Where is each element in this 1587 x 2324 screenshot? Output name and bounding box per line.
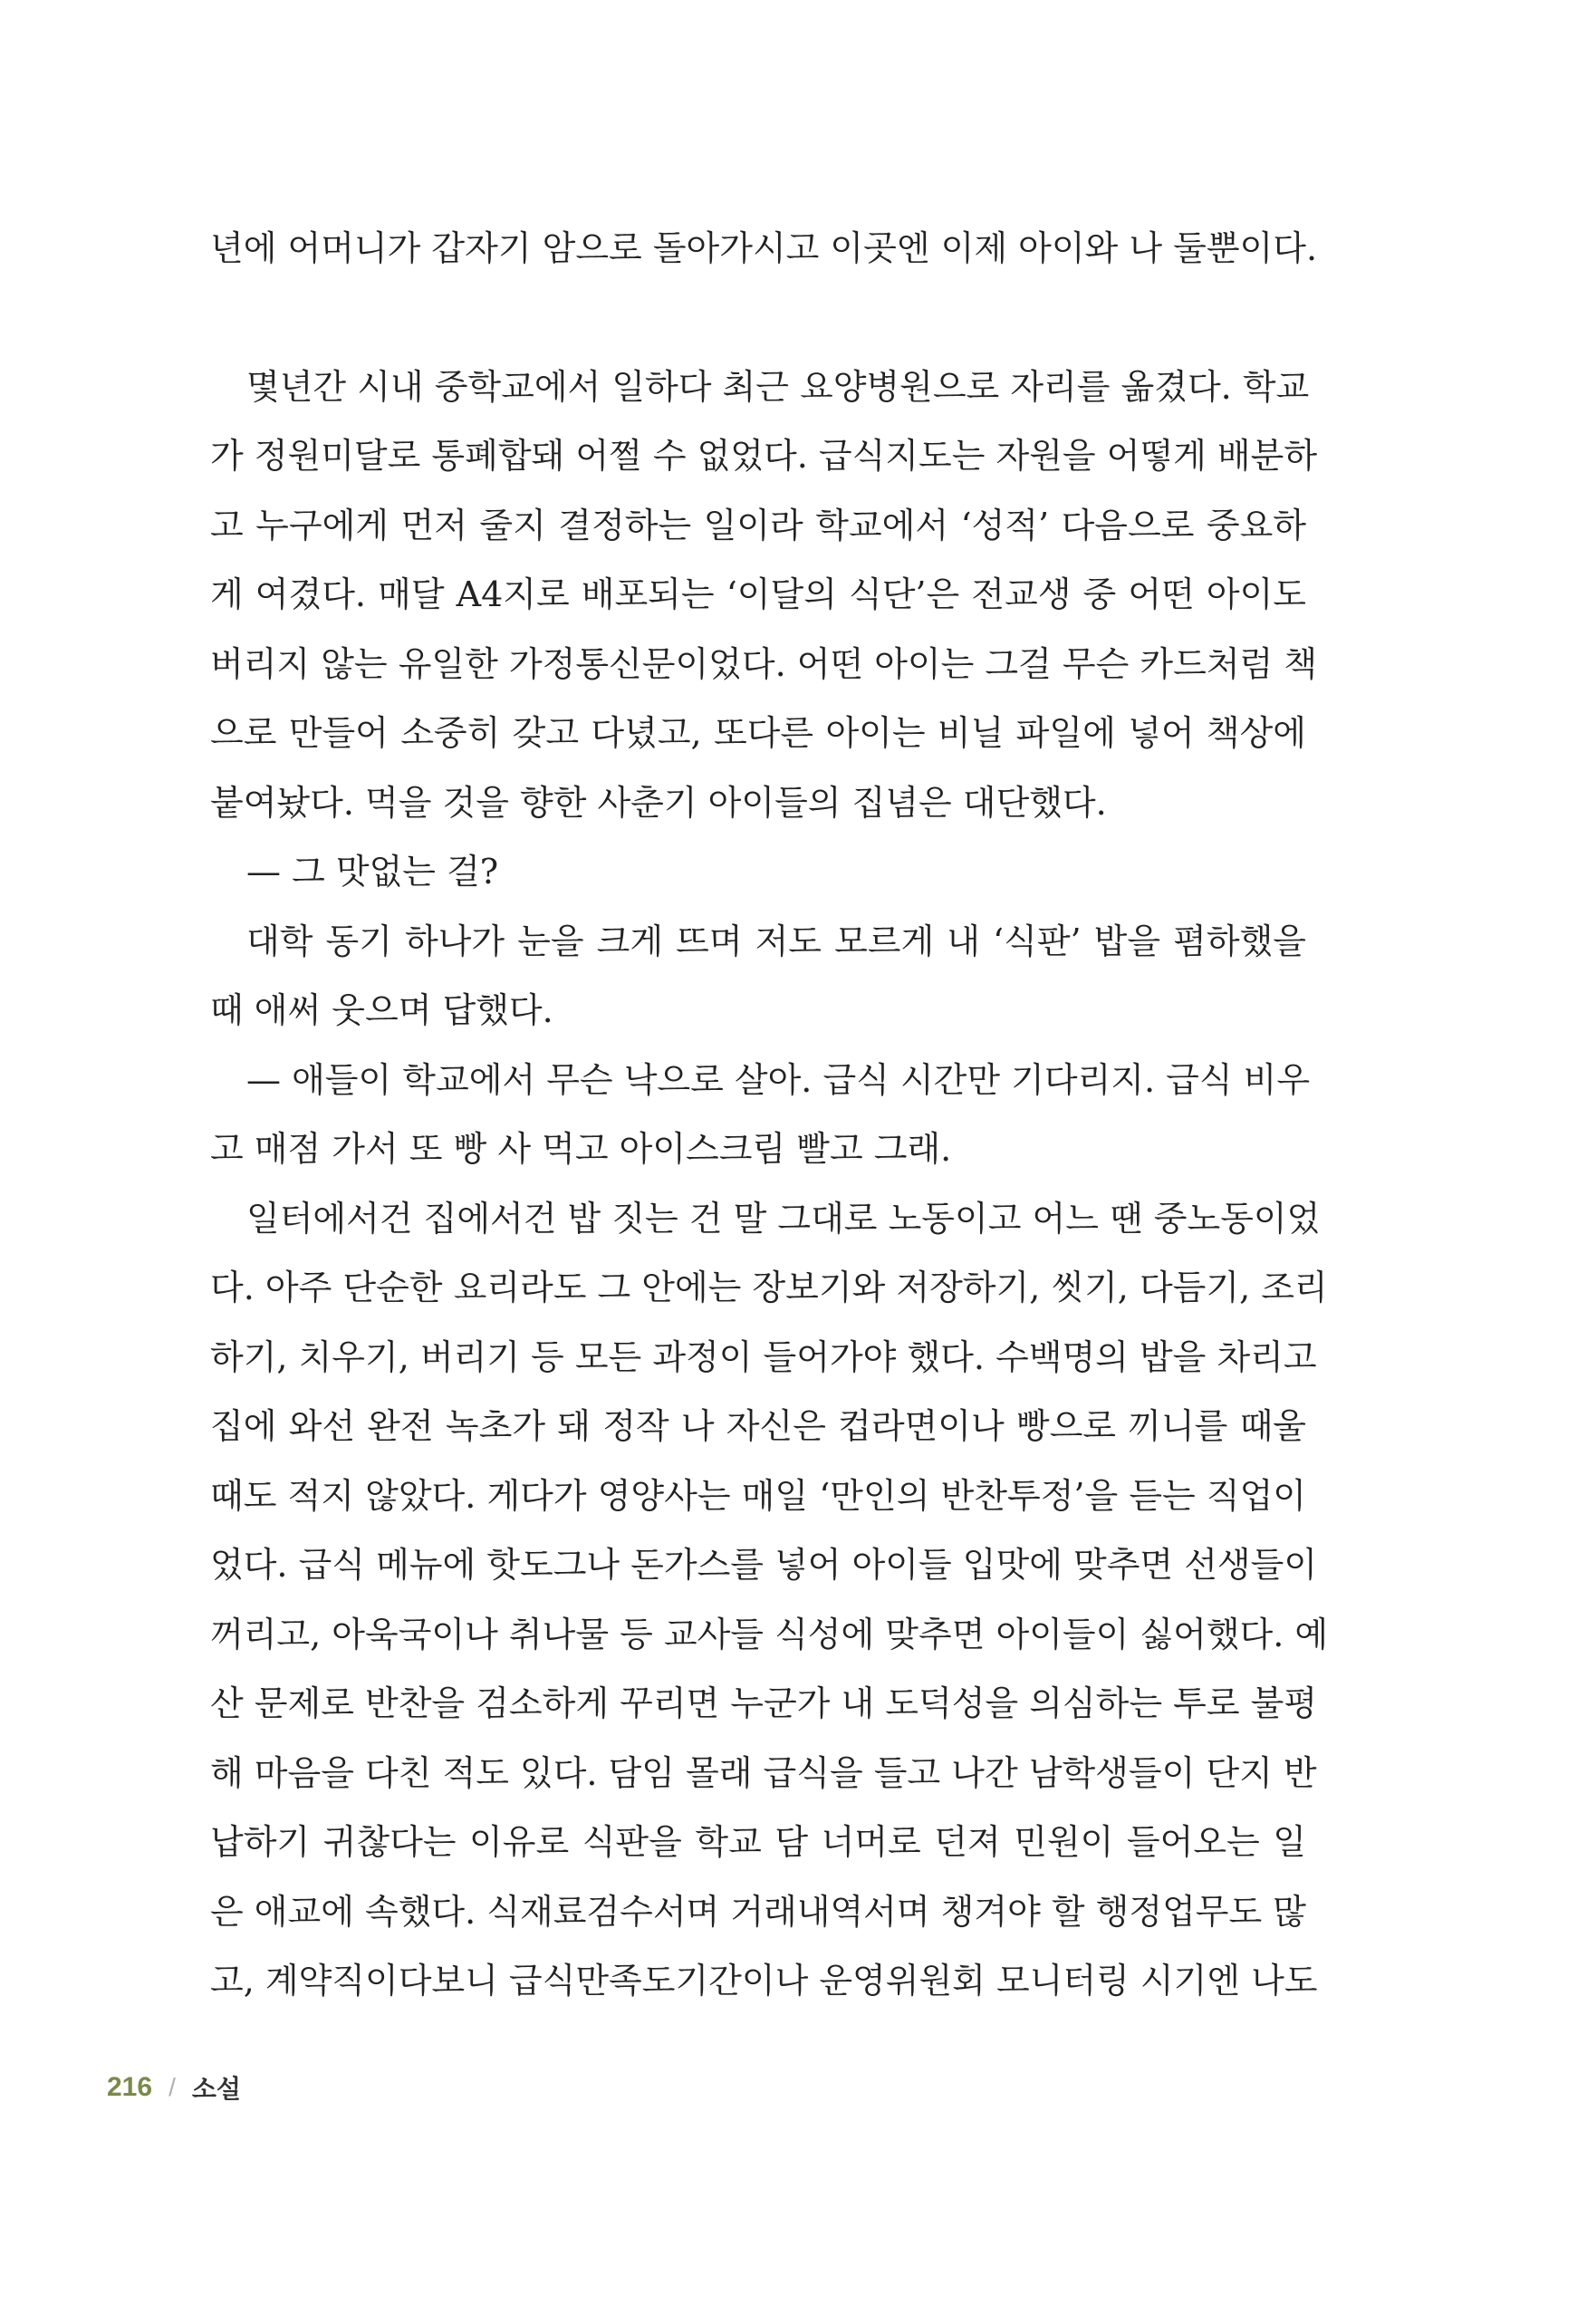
page-number: 216 — [107, 2072, 153, 2102]
text-line: 꺼리고, 아욱국이나 취나물 등 교사들 식성에 맞추면 아이들이 싫어했다. 예 — [210, 1614, 1329, 1654]
text-line: 다. 아주 단순한 요리라도 그 안에는 장보기와 저장하기, 씻기, 다듬기, 조리 — [210, 1268, 1328, 1307]
text-line: 게 여겼다. 매달 A4지로 배포되는 ‘이달의 식단’은 전교생 중 어떤 아이도 — [210, 574, 1306, 614]
text-line: 가 정원미달로 통폐합돼 어쩔 수 없었다. 급식지도는 자원을 어떻게 배분하 — [210, 436, 1318, 476]
section-title: 소설 — [191, 2075, 241, 2103]
text-line: 때도 적지 않았다. 게다가 영양사는 매일 ‘만인의 반찬투정’을 듣는 직업이 — [210, 1475, 1306, 1516]
dialogue-line: — 그 맛없는 걸? — [246, 852, 499, 892]
dialogue-line: — 애들이 학교에서 무슨 낙으로 살아. 급식 시간만 기다리지. 급식 비우 — [246, 1059, 1311, 1100]
body-text — [210, 214, 1329, 2016]
text-line: 붙여놨다. 먹을 것을 향한 사춘기 아이들의 집념은 대단했다. — [210, 782, 1107, 823]
page-footer — [107, 2069, 241, 2106]
text-line: 고 매점 가서 또 빵 사 먹고 아이스크림 빨고 그래. — [210, 1129, 952, 1169]
text-line: 납하기 귀찮다는 이유로 식판을 학교 담 너머로 던져 민원이 들어오는 일 — [210, 1822, 1306, 1862]
text-line: 하기, 치우기, 버리기 등 모든 과정이 들어가야 했다. 수백명의 밥을 차리고 — [210, 1336, 1317, 1377]
paragraph-gap — [210, 284, 1306, 352]
text-line: 으로 만들어 소중히 갖고 다녔고, 또다른 아이는 비닐 파일에 넣어 책상에 — [210, 713, 1306, 753]
text-line: 은 애교에 속했다. 식재료검수서며 거래내역서며 챙겨야 할 행정업무도 많 — [210, 1891, 1306, 1932]
text-line: 었다. 급식 메뉴에 핫도그나 돈가스를 넣어 아이들 입맛에 맞추면 선생들이 — [210, 1545, 1318, 1585]
text-line: 버리지 않는 유일한 가정통신문이었다. 어떤 아이는 그걸 무슨 카드처럼 책 — [210, 643, 1318, 684]
footer-separator: / — [168, 2073, 176, 2101]
text-line: 대학 동기 하나가 눈을 크게 뜨며 저도 모르게 내 ‘식판’ 밥을 폄하했을 — [246, 921, 1306, 961]
text-line: 해 마음을 다친 적도 있다. 담임 몰래 급식을 들고 나간 남학생들이 단지 반 — [210, 1752, 1317, 1793]
text-line: 고, 계약직이다보니 급식만족도기간이나 운영위원회 모니터링 시기엔 나도 — [210, 1961, 1318, 2001]
text-line: 일터에서건 집에서건 밥 짓는 건 말 그대로 노동이고 어느 땐 중노동이었 — [246, 1198, 1321, 1239]
text-line: 집에 와선 완전 녹초가 돼 정작 나 자신은 컵라면이나 빵으로 끼니를 때울 — [210, 1406, 1306, 1446]
text-line: 몇년간 시내 중학교에서 일하다 최근 요양병원으로 자리를 옮겼다. 학교 — [246, 366, 1310, 407]
text-line: 년에 어머니가 갑자기 암으로 돌아가시고 이곳엔 이제 아이와 나 둘뿐이다. — [210, 228, 1318, 268]
text-line: 산 문제로 반찬을 검소하게 꾸리면 누군가 내 도덕성을 의심하는 투로 불평 — [210, 1683, 1318, 1723]
text-line: 때 애써 웃으며 답했다. — [210, 990, 553, 1030]
text-line: 고 누구에게 먼저 줄지 결정하는 일이라 학교에서 ‘성적’ 다음으로 중요하 — [210, 505, 1306, 545]
